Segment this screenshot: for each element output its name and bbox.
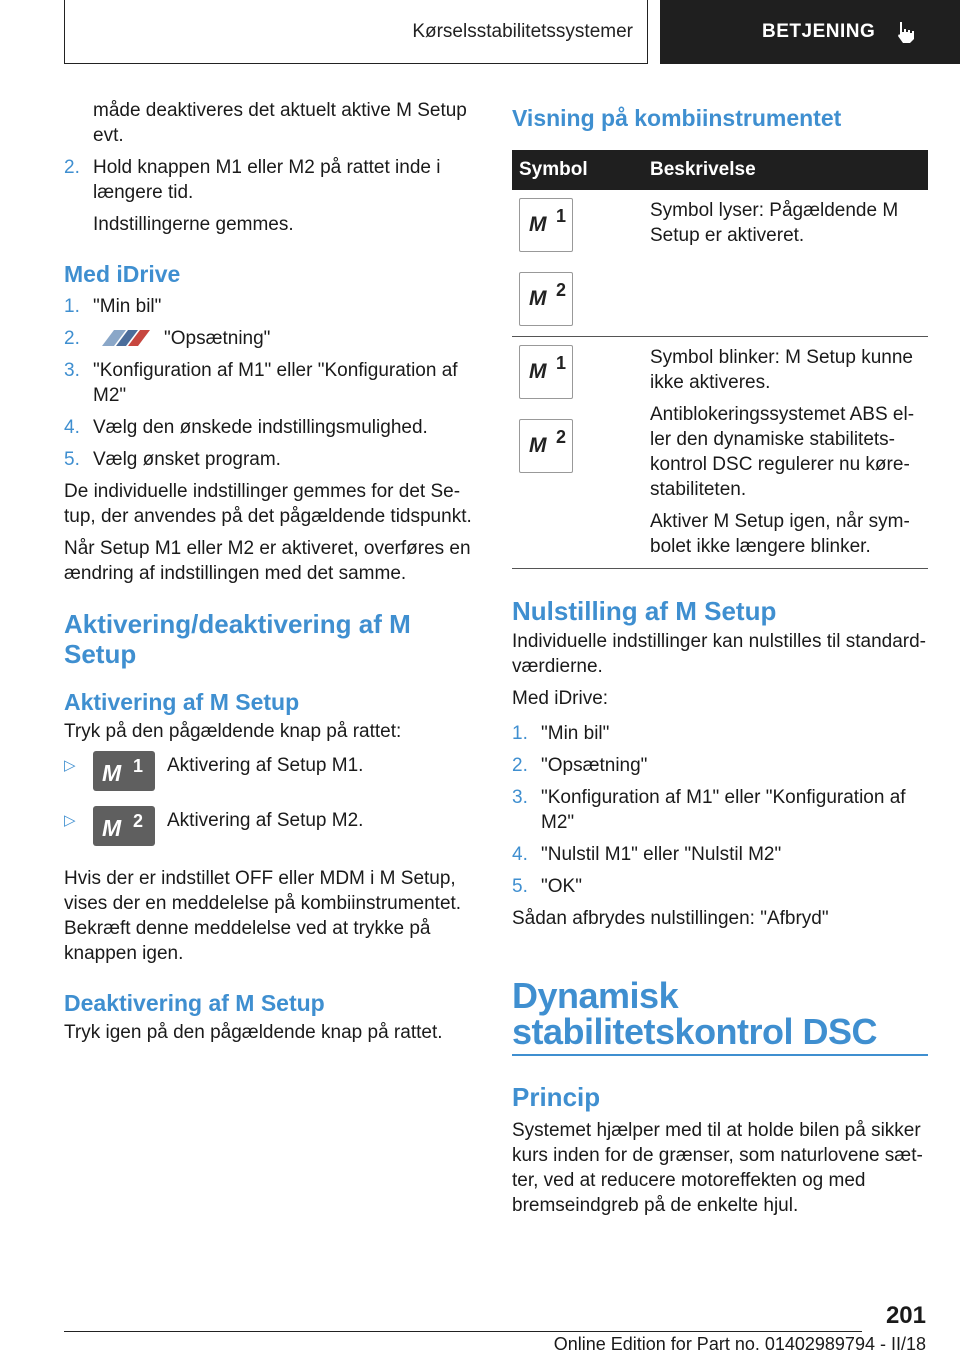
bullet-m2: ▷ M 2 Aktivering af Setup M2. [64, 808, 478, 846]
heading-dsc: Dynamisk stabilitetskontrol DSC [512, 975, 878, 1052]
table-bottom-rule [512, 568, 928, 569]
paragraph: Når Setup M1 eller M2 er aktiveret, overføres en ændring af indstillingen med det samme. [64, 538, 471, 584]
step-continuation: måde deaktiveres det aktuelt aktive M Setup evt. [93, 100, 467, 146]
reset-section [512, 596, 928, 931]
m1-button-icon: M 1 [93, 751, 155, 791]
list-item: 1. "Min bil" [64, 296, 162, 317]
list-item: 1. "Min bil" [512, 723, 610, 744]
paragraph: De individuelle indstillinger gemmes for det Setup, der anvendes på det pågældende tidspunkt. [64, 481, 472, 527]
dsc-section [512, 975, 928, 1052]
table-row [512, 337, 928, 568]
m2-symbol-icon: M 2 [519, 272, 573, 326]
m2-button-icon: M 2 [93, 806, 155, 846]
idrive-steps [64, 294, 478, 472]
step-note: Indstillingerne gemmes. [93, 214, 294, 235]
m1-symbol-icon: M 1 [519, 345, 573, 399]
description-reactivate: Aktiver M Setup igen, når symbolet ikke længere blinker. [650, 511, 910, 557]
paragraph: Individuelle indstillinger kan nulstilles til standardværdierne. [512, 631, 926, 677]
left-column [64, 98, 478, 1045]
list-item: 2. "Opsætning" [512, 755, 648, 776]
heading-activate-msetup: Aktivering af M Setup [64, 689, 300, 715]
paragraph: Sådan afbrydes nulstillingen: "Afbryd" [512, 908, 829, 929]
reset-steps [512, 721, 928, 899]
header-chapter-title: BETJENING [762, 21, 876, 42]
paragraph: Systemet hjælper med til at holde bilen på sikker kurs inden for de grænser, som naturlovene sætter, ved at reducere motoreffekten og med bremseindgreb på de enkelte hjul. [512, 1120, 923, 1216]
heading-display: Visning på kombiinstrumentet [512, 105, 842, 131]
table-header-symbol: Symbol [512, 150, 643, 190]
table-row [512, 190, 928, 337]
list-item: 4. Vælg den ønskede indstillingsmulighed. [64, 417, 428, 438]
list-item: 5. Vælg ønsket program. [64, 449, 281, 470]
page-number: 201 [885, 1302, 926, 1329]
right-column [512, 104, 928, 567]
heading-deactivate-msetup: Deaktivering af M Setup [64, 990, 325, 1016]
table-header-description: Beskrivelse [643, 150, 928, 190]
paragraph: Med iDrive: [512, 688, 609, 709]
heading-princip: Princip [512, 1082, 601, 1112]
description-abs-dsc: Antiblokeringssystemet ABS eller den dynamiske stabilitetskontrol DSC regulerer nu kørestabiliteten. [650, 404, 915, 500]
edition-note: Online Edition for Part no. 01402989794 - II/18 [553, 1334, 926, 1354]
list-item: 4. "Nulstil M1" eller "Nulstil M2" [512, 844, 782, 865]
paragraph: Hvis der er indstillet OFF eller MDM i M Setup, vises der en meddelelse på kombiinstrumentet. Bekræft denne meddelelse ved at trykke på knappen igen. [64, 868, 462, 964]
paragraph: Tryk igen på den pågældende knap på rattet. [64, 1022, 443, 1043]
list-item: 2. "Opsætning" [64, 328, 271, 349]
m-stripes-icon [100, 328, 152, 348]
list-item: 3. "Konfiguration af M1" eller "Konfiguration af M2" [64, 360, 458, 406]
header-section [64, 0, 648, 64]
paragraph: Tryk på den pågældende knap på rattet: [64, 721, 402, 742]
bullet-m1: ▷ M 1 Aktivering af Setup M1. [64, 753, 478, 791]
description-flashing: Symbol blinker: M Setup kunne ikke aktiveres. [650, 347, 913, 393]
footer-rule [64, 1331, 862, 1332]
princip-section [512, 1082, 928, 1218]
list-item: 2. Hold knappen M1 eller M2 på rattet inde i længere tid. [64, 157, 441, 203]
heading-rule [512, 1054, 928, 1056]
m1-symbol-icon: M 1 [519, 198, 573, 252]
heading-activation: Aktivering/deaktivering af M Setup [64, 609, 411, 669]
description-lit: Symbol lyser: Pågældende M Setup er aktiveret. [650, 200, 899, 246]
list-item: 5. "OK" [512, 876, 582, 897]
header-chapter [660, 0, 960, 64]
m2-symbol-icon: M 2 [519, 419, 573, 473]
header-section-title: Kørselsstabilitetssystemer [412, 20, 633, 42]
heading-idrive: Med iDrive [64, 261, 181, 287]
pointing-hand-icon [893, 19, 919, 45]
heading-reset: Nulstilling af M Setup [512, 596, 777, 626]
list-item: 3. "Konfiguration af M1" eller "Konfiguration af M2" [512, 787, 906, 833]
symbol-table [512, 150, 928, 567]
